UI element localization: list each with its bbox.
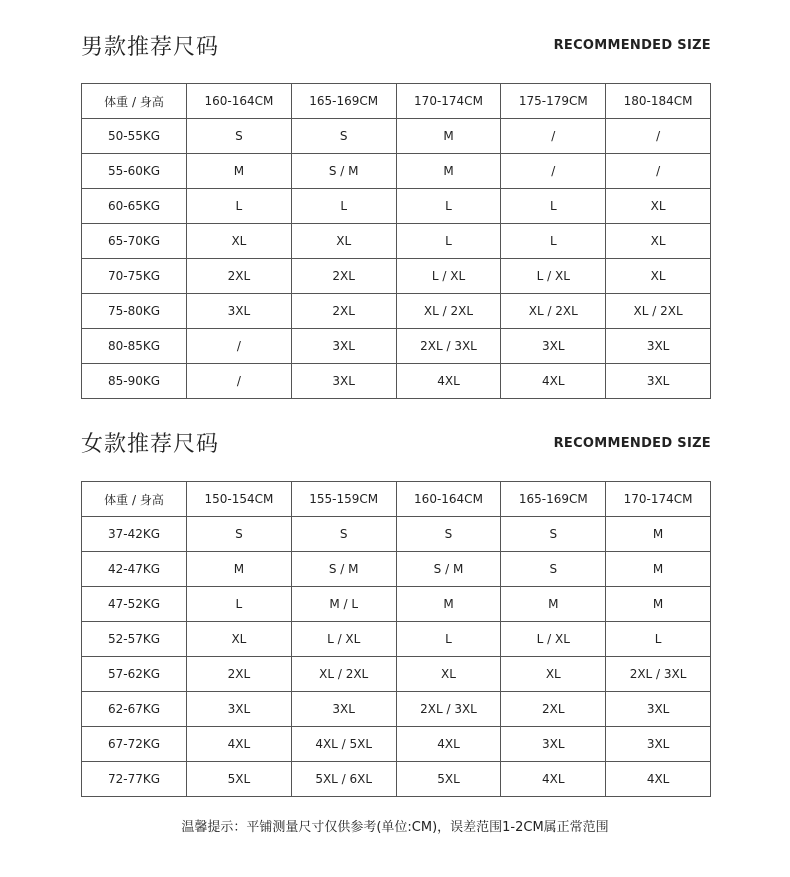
men-corner-header: 体重 / 身高 <box>82 84 187 119</box>
size-cell: L / XL <box>291 622 396 657</box>
size-cell: / <box>606 119 711 154</box>
size-cell: 5XL <box>396 762 501 797</box>
weight-cell: 67-72KG <box>82 727 187 762</box>
size-cell: 2XL / 3XL <box>396 692 501 727</box>
size-cell: XL <box>501 657 606 692</box>
size-cell: M <box>501 587 606 622</box>
size-cell: XL <box>606 259 711 294</box>
weight-cell: 65-70KG <box>82 224 187 259</box>
men-height-header: 165-169CM <box>291 84 396 119</box>
size-cell: S <box>501 517 606 552</box>
size-cell: L <box>396 622 501 657</box>
men-height-header: 170-174CM <box>396 84 501 119</box>
women-section-title: 女款推荐尺码 <box>81 432 220 457</box>
size-cell: L <box>396 189 501 224</box>
size-cell: 2XL <box>187 657 292 692</box>
size-cell: L <box>187 587 292 622</box>
size-cell: S / M <box>291 154 396 189</box>
size-cell: 3XL <box>291 692 396 727</box>
women-table-body <box>82 517 711 797</box>
size-cell: L / XL <box>396 259 501 294</box>
weight-cell: 42-47KG <box>82 552 187 587</box>
table-row <box>82 727 711 762</box>
weight-cell: 50-55KG <box>82 119 187 154</box>
size-cell: 3XL <box>606 329 711 364</box>
size-cell: S / M <box>291 552 396 587</box>
weight-cell: 72-77KG <box>82 762 187 797</box>
size-cell: 4XL <box>396 364 501 399</box>
size-cell: 3XL <box>501 727 606 762</box>
table-row <box>82 657 711 692</box>
size-cell: 4XL <box>606 762 711 797</box>
size-cell: M <box>396 119 501 154</box>
weight-cell: 57-62KG <box>82 657 187 692</box>
size-cell: M <box>396 587 501 622</box>
size-cell: 3XL <box>291 364 396 399</box>
table-row <box>82 622 711 657</box>
size-cell: L / XL <box>501 622 606 657</box>
size-cell: L <box>396 224 501 259</box>
size-cell: 4XL <box>501 762 606 797</box>
women-height-header: 165-169CM <box>501 482 606 517</box>
size-cell: / <box>187 329 292 364</box>
women-section-subtitle: RECOMMENDED SIZE <box>553 436 711 451</box>
size-cell: 3XL <box>606 692 711 727</box>
size-cell: 3XL <box>501 329 606 364</box>
size-cell: 3XL <box>187 692 292 727</box>
size-cell: M / L <box>291 587 396 622</box>
weight-cell: 60-65KG <box>82 189 187 224</box>
size-cell: S <box>396 517 501 552</box>
size-cell: 5XL <box>187 762 292 797</box>
size-cell: M <box>396 154 501 189</box>
size-cell: S <box>187 517 292 552</box>
size-cell: 2XL <box>291 294 396 329</box>
size-cell: M <box>187 154 292 189</box>
weight-cell: 70-75KG <box>82 259 187 294</box>
table-row <box>82 329 711 364</box>
size-cell: 2XL <box>291 259 396 294</box>
size-cell: XL / 2XL <box>396 294 501 329</box>
size-cell: 3XL <box>606 727 711 762</box>
size-cell: / <box>501 154 606 189</box>
table-row <box>82 692 711 727</box>
size-cell: 5XL / 6XL <box>291 762 396 797</box>
weight-cell: 47-52KG <box>82 587 187 622</box>
men-header-row <box>82 84 711 119</box>
size-cell: L / XL <box>501 259 606 294</box>
women-height-header: 155-159CM <box>291 482 396 517</box>
men-table-body <box>82 119 711 399</box>
table-row <box>82 224 711 259</box>
weight-cell: 37-42KG <box>82 517 187 552</box>
size-cell: M <box>606 517 711 552</box>
size-cell: XL / 2XL <box>606 294 711 329</box>
table-row <box>82 119 711 154</box>
women-height-header: 170-174CM <box>606 482 711 517</box>
table-row <box>82 294 711 329</box>
size-cell: XL <box>396 657 501 692</box>
size-cell: 3XL <box>291 329 396 364</box>
weight-cell: 85-90KG <box>82 364 187 399</box>
size-cell: 2XL <box>187 259 292 294</box>
size-cell: 3XL <box>187 294 292 329</box>
size-cell: XL / 2XL <box>291 657 396 692</box>
size-cell: / <box>501 119 606 154</box>
size-cell: 3XL <box>606 364 711 399</box>
men-section-title: 男款推荐尺码 <box>81 35 220 60</box>
size-cell: 4XL <box>501 364 606 399</box>
size-cell: M <box>187 552 292 587</box>
size-cell: 2XL <box>501 692 606 727</box>
women-header-row <box>82 482 711 517</box>
women-corner-header: 体重 / 身高 <box>82 482 187 517</box>
size-cell: S / M <box>396 552 501 587</box>
table-row <box>82 154 711 189</box>
size-cell: L <box>501 189 606 224</box>
size-cell: XL <box>187 224 292 259</box>
weight-cell: 75-80KG <box>82 294 187 329</box>
size-cell: L <box>501 224 606 259</box>
size-cell: L <box>606 622 711 657</box>
weight-cell: 55-60KG <box>82 154 187 189</box>
size-cell: XL <box>606 189 711 224</box>
men-section-subtitle: RECOMMENDED SIZE <box>553 38 711 53</box>
size-cell: 2XL / 3XL <box>396 329 501 364</box>
size-cell: / <box>187 364 292 399</box>
women-size-table <box>81 481 711 797</box>
women-height-header: 160-164CM <box>396 482 501 517</box>
size-cell: 4XL <box>187 727 292 762</box>
size-cell: 4XL / 5XL <box>291 727 396 762</box>
size-cell: M <box>606 587 711 622</box>
size-cell: XL <box>187 622 292 657</box>
weight-cell: 62-67KG <box>82 692 187 727</box>
size-cell: S <box>187 119 292 154</box>
weight-cell: 52-57KG <box>82 622 187 657</box>
table-row <box>82 259 711 294</box>
women-height-header: 150-154CM <box>187 482 292 517</box>
size-cell: XL <box>291 224 396 259</box>
size-cell: / <box>606 154 711 189</box>
men-height-header: 180-184CM <box>606 84 711 119</box>
table-row <box>82 587 711 622</box>
size-cell: L <box>187 189 292 224</box>
size-cell: M <box>606 552 711 587</box>
size-cell: 4XL <box>396 727 501 762</box>
size-cell: S <box>291 119 396 154</box>
size-cell: XL <box>606 224 711 259</box>
size-cell: S <box>291 517 396 552</box>
size-cell: 2XL / 3XL <box>606 657 711 692</box>
table-row <box>82 189 711 224</box>
table-row <box>82 364 711 399</box>
size-cell: S <box>501 552 606 587</box>
table-row <box>82 552 711 587</box>
footnote: 温馨提示：平铺测量尺寸仅供参考(单位:CM)，误差范围1-2CM属正常范围 <box>181 820 609 835</box>
size-cell: L <box>291 189 396 224</box>
table-row <box>82 762 711 797</box>
table-row <box>82 517 711 552</box>
weight-cell: 80-85KG <box>82 329 187 364</box>
men-height-header: 160-164CM <box>187 84 292 119</box>
men-size-table <box>81 83 711 399</box>
men-height-header: 175-179CM <box>501 84 606 119</box>
size-cell: XL / 2XL <box>501 294 606 329</box>
